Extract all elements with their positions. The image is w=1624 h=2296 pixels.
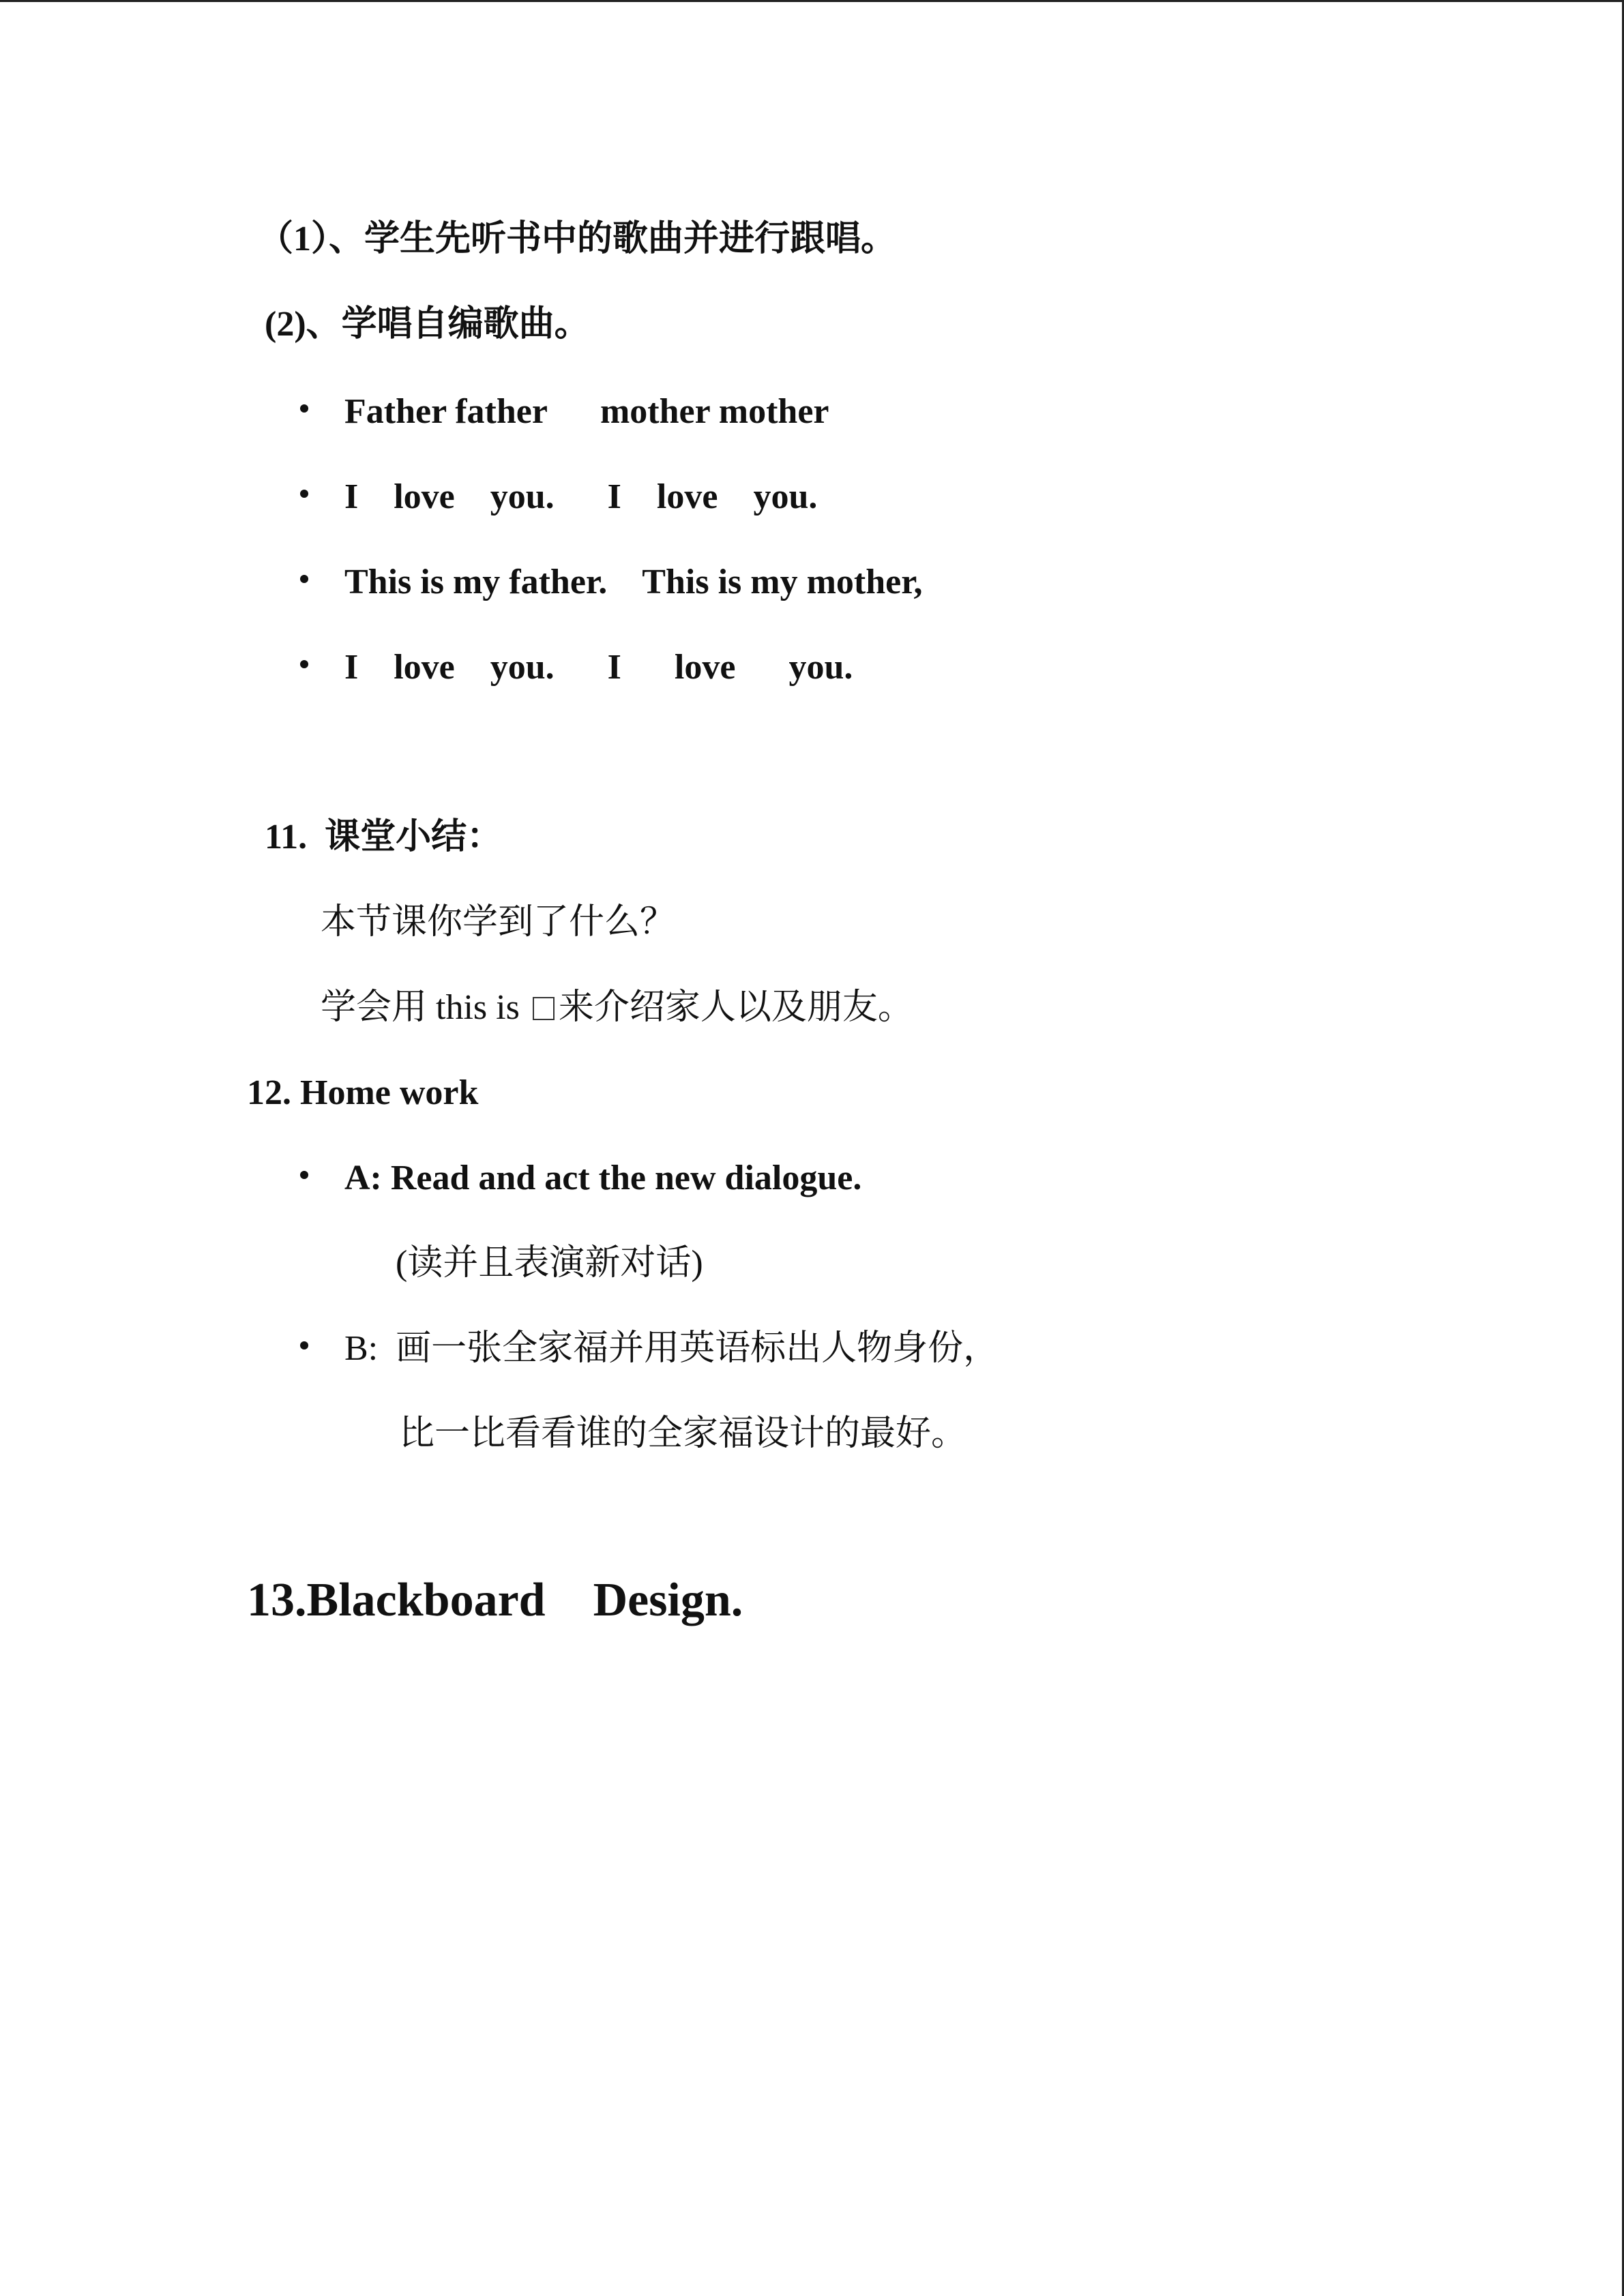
bullet-dot [300,1341,308,1350]
placeholder-box-icon [533,997,555,1020]
bullet-dot [300,1171,308,1179]
bullet-dot [300,490,308,498]
bullet-dot [300,660,308,668]
song-line-2: I love you. I love you. [344,477,818,516]
song-step-1: （1）、学生先听书中的歌曲并进行跟唱。 [258,220,897,258]
song-line-4: I love you. I love you. [344,648,853,687]
section-13-heading: 13.Blackboard Design. [247,1574,743,1626]
summary-answer-prefix: 学会用 this is [321,988,529,1027]
song-line-1: Father father mother mother [344,392,829,431]
homework-item-a-note: (读并且表演新对话) [396,1244,703,1283]
bullet-dot [300,575,308,583]
homework-item-b-continued: 比一比看看谁的全家福设计的最好。 [399,1414,967,1453]
summary-answer [321,990,913,1026]
homework-item-a: A: Read and act the new dialogue. [344,1159,862,1197]
page-top-border [0,0,1624,2]
section-11-heading: 11. 课堂小结： [265,818,503,856]
bullet-dot [300,404,308,413]
section-12-heading: 12. Home work [247,1073,479,1112]
homework-item-b: B: 画一张全家福并用英语标出人物身份， [344,1329,999,1368]
summary-question: 本节课你学到了什么？ [321,903,676,942]
summary-answer-suffix: 来介绍家人以及朋友。 [558,988,913,1027]
song-line-3: This is my father. This is my mother, [344,563,923,601]
song-step-2: (2)、学唱自编歌曲。 [265,305,590,344]
